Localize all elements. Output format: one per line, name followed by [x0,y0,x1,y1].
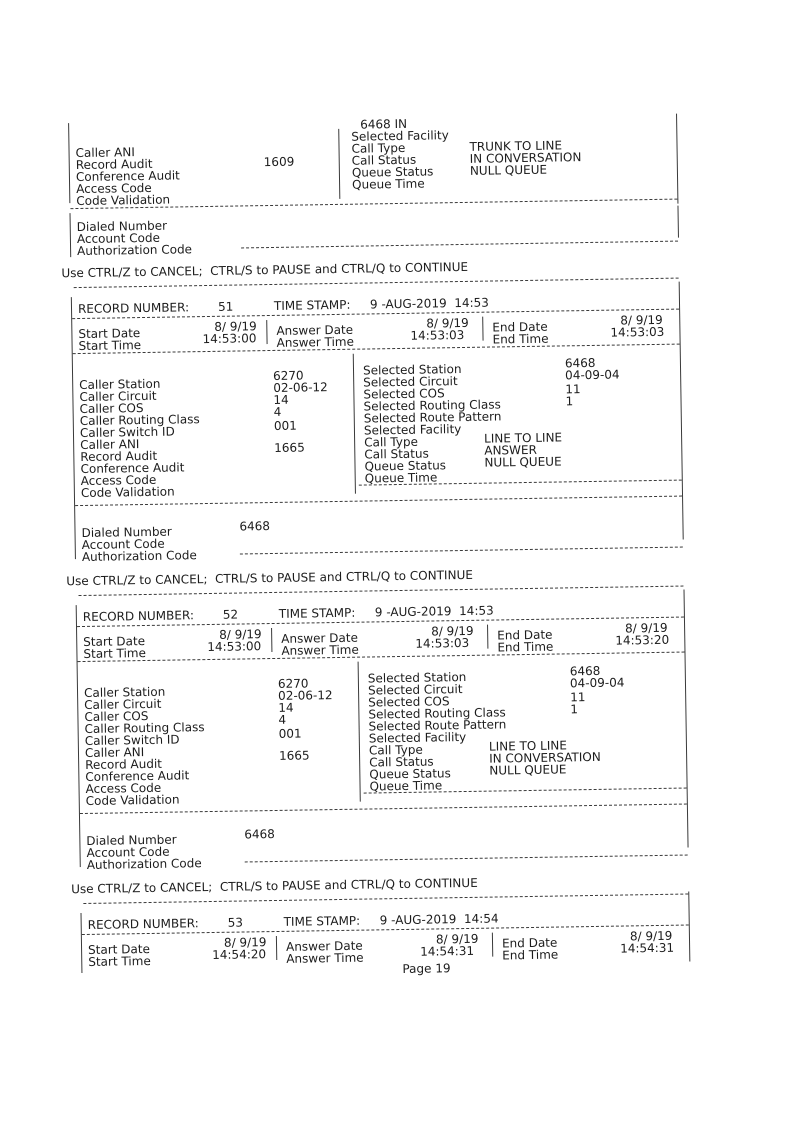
label-record-audit: Record Audit [75,156,153,173]
label-caller-circuit: Caller Circuit [84,696,162,712]
caller-circuit: 02-06-12 [273,380,328,395]
column-divider [482,317,483,341]
answer-time: 14:53:03 [410,327,465,343]
column-divider [492,933,493,957]
separator [79,586,684,597]
column-divider [266,320,267,344]
right-border [677,206,679,238]
label-time-stamp: TIME STAMP: [283,913,361,929]
column-divider [338,129,340,199]
label-start-date: Start Date [83,634,146,649]
separator [73,344,680,355]
label-conference-audit: Conference Audit [80,460,185,477]
label-end-time: End Time [502,947,559,963]
start-date: 8/ 9/19 [214,319,257,334]
separator [83,894,688,905]
label-caller-ani: Caller ANI [80,437,140,453]
label-call-status: Call Status [369,754,434,770]
caller-routing-class: 4 [273,404,282,419]
label-caller-ani: Caller ANI [75,145,135,161]
label-selected-station: Selected Station [362,362,462,378]
route-pattern-value: 6468 IN [360,116,408,132]
answer-date: 8/ 9/19 [431,623,474,639]
label-queue-time: Queue Time [351,176,425,192]
label-selected-routing-class: Selected Routing Class [368,705,506,722]
column-divider [353,354,356,494]
queue-status: NULL QUEUE [484,454,562,470]
separator [245,855,688,863]
label-code-validation: Code Validation [80,484,175,501]
label-end-date: End Date [501,935,558,951]
time-stamp: 9 -AUG-2019 14:53 [374,603,494,620]
label-conference-audit: Conference Audit [85,768,190,784]
caller-cos: 14 [273,392,289,407]
label-caller-switch-id: Caller Switch ID [84,732,180,748]
page-number: Page 19 [402,961,451,977]
label-record-number: RECORD NUMBER: [87,916,199,932]
right-border [688,891,690,961]
selected-circuit: 04-09-04 [565,367,620,383]
label-caller-routing-class: Caller Routing Class [79,412,200,429]
left-border [81,913,83,973]
label-code-validation: Code Validation [76,192,171,209]
selected-station: 6468 [564,355,596,371]
call-type: LINE TO LINE [488,738,568,754]
record-number: 51 [217,299,234,314]
label-start-time: Start Time [83,646,147,661]
start-date: 8/ 9/19 [219,627,262,642]
label-caller-routing-class: Caller Routing Class [84,720,205,736]
call-status: ANSWER [484,442,537,458]
label-authorization-code: Authorization Code [76,242,193,259]
call-type-value: TRUNK TO LINE [469,138,563,154]
label-conference-audit: Conference Audit [75,168,180,185]
label-caller-cos: Caller COS [84,708,149,724]
label-caller-circuit: Caller Circuit [79,388,157,405]
selected-circuit: 04-09-04 [569,675,625,691]
call-status: IN CONVERSATION [489,749,601,766]
answer-date: 8/ 9/19 [426,315,469,331]
selected-cos: 11 [565,382,581,397]
label-record-number: RECORD NUMBER: [82,608,195,624]
caller-circuit: 02-06-12 [278,688,333,703]
label-end-date: End Date [497,627,553,643]
label-answer-date: Answer Date [285,938,363,954]
ctrl-message: Use CTRL/Z to CANCEL; CTRL/S to PAUSE and CTRL/Q to CONTINUE [61,259,469,281]
end-time: 14:54:31 [620,940,675,956]
label-caller-station: Caller Station [83,684,166,700]
end-time: 14:53:20 [615,632,670,648]
label-selected-station: Selected Station [367,669,467,686]
dialed-number: 6468 [244,827,275,842]
selected-routing-class: 1 [570,702,579,717]
label-answer-date: Answer Date [276,322,354,338]
label-record-audit: Record Audit [80,448,158,465]
label-queue-status: Queue Status [369,766,451,782]
left-border [71,297,76,559]
partial-record-top [0,0,785,281]
label-answer-time: Answer Time [286,950,364,966]
record-audit: 1665 [274,440,305,455]
label-queue-time: Queue Time [364,470,438,486]
start-date: 8/ 9/19 [223,935,267,950]
label-selected-facility: Selected Facility [363,422,462,438]
label-queue-status: Queue Status [364,458,447,474]
label-selected-routing-class: Selected Routing Class [363,397,501,414]
end-date: 8/ 9/19 [620,312,663,328]
record-number: 52 [222,607,239,622]
selected-routing-class: 1 [565,394,574,409]
label-call-type: Call Type [351,140,406,156]
label-caller-ani: Caller ANI [84,745,145,760]
label-account-code: Account Code [76,230,161,247]
dialed-number: 6468 [239,519,271,534]
answer-time: 14:53:03 [415,635,470,651]
left-border [68,123,70,203]
caller-station: 6270 [277,676,309,691]
column-divider [276,936,277,960]
label-caller-station: Caller Station [79,376,161,393]
label-time-stamp: TIME STAMP: [273,297,351,313]
right-border [683,590,688,848]
label-queue-status: Queue Status [351,164,434,180]
label-end-date: End Date [492,319,548,335]
call-status-value: IN CONVERSATION [469,150,582,166]
label-call-status: Call Status [351,152,417,168]
label-start-date: Start Date [87,941,151,957]
label-answer-date: Answer Date [281,630,359,646]
start-time: 14:53:00 [207,639,262,655]
left-border [70,213,72,257]
time-stamp: 9 -AUG-2019 14:54 [379,911,499,928]
column-divider [358,662,361,802]
selected-station: 6468 [569,663,601,679]
end-date: 8/ 9/19 [624,620,668,636]
label-selected-route-pattern: Selected Route Pattern [368,717,507,734]
label-account-code: Account Code [81,536,165,552]
start-time: 14:53:00 [202,331,257,347]
label-call-type: Call Type [364,434,419,450]
left-border [76,605,81,867]
separator [241,241,678,249]
label-queue-time: Queue Time [369,778,443,794]
right-border [679,282,684,540]
ctrl-message: Use CTRL/Z to CANCEL; CTRL/S to PAUSE and CTRL/Q to CONTINUE [66,567,473,589]
label-selected-cos: Selected COS [363,386,445,402]
label-start-time: Start Time [88,953,151,969]
caller-cos: 14 [278,700,294,715]
label-selected-facility: Selected Facility [351,128,449,144]
label-record-number: RECORD NUMBER: [77,300,190,317]
caller-station: 6270 [272,368,304,383]
label-start-time: Start Time [78,338,142,354]
label-call-type: Call Type [368,742,423,758]
label-dialed-number: Dialed Number [86,832,177,848]
label-authorization-code: Authorization Code [81,548,197,564]
label-answer-time: Answer Time [281,642,359,658]
label-selected-circuit: Selected Circuit [367,682,463,698]
label-time-stamp: TIME STAMP: [278,605,356,621]
column-divider [271,628,272,652]
call-type: LINE TO LINE [483,430,563,446]
answer-time: 14:54:31 [420,943,475,959]
label-account-code: Account Code [86,844,170,860]
record-audit-value: 1609 [263,154,295,170]
start-time: 14:54:20 [212,947,267,962]
ctrl-message: Use CTRL/Z to CANCEL; CTRL/S to PAUSE and CTRL/Q to CONTINUE [71,875,478,897]
selected-cos: 11 [570,690,586,705]
label-dialed-number: Dialed Number [76,218,168,235]
time-stamp: 9 -AUG-2019 14:53 [369,295,489,312]
label-access-code: Access Code [76,180,152,197]
label-selected-circuit: Selected Circuit [363,374,458,390]
caller-switch-id: 001 [278,726,302,741]
label-caller-switch-id: Caller Switch ID [79,424,175,441]
label-selected-route-pattern: Selected Route Pattern [363,409,502,426]
answer-date: 8/ 9/19 [435,931,479,947]
label-access-code: Access Code [80,472,157,489]
label-dialed-number: Dialed Number [81,524,172,540]
label-selected-facility: Selected Facility [368,729,467,746]
label-caller-cos: Caller COS [79,401,144,417]
label-record-audit: Record Audit [85,756,163,772]
separator [78,652,685,663]
label-selected-cos: Selected COS [368,694,450,710]
column-divider [487,625,488,649]
end-date: 8/ 9/19 [629,928,673,944]
label-end-time: End Time [492,331,549,347]
record-audit: 1665 [278,748,310,763]
label-end-time: End Time [497,639,554,655]
caller-routing-class: 4 [278,712,287,727]
label-answer-time: Answer Time [276,334,355,350]
right-border [676,114,678,204]
end-time: 14:53:03 [610,324,665,340]
label-access-code: Access Code [85,780,162,796]
separator [240,547,683,555]
caller-switch-id: 001 [273,418,297,433]
label-start-date: Start Date [78,326,141,342]
label-code-validation: Code Validation [85,792,180,808]
label-authorization-code: Authorization Code [86,856,202,872]
separator [74,278,679,289]
queue-status: NULL QUEUE [489,762,567,778]
record-number: 53 [227,915,244,930]
label-call-status: Call Status [364,446,429,462]
queue-status-value: NULL QUEUE [469,162,548,178]
